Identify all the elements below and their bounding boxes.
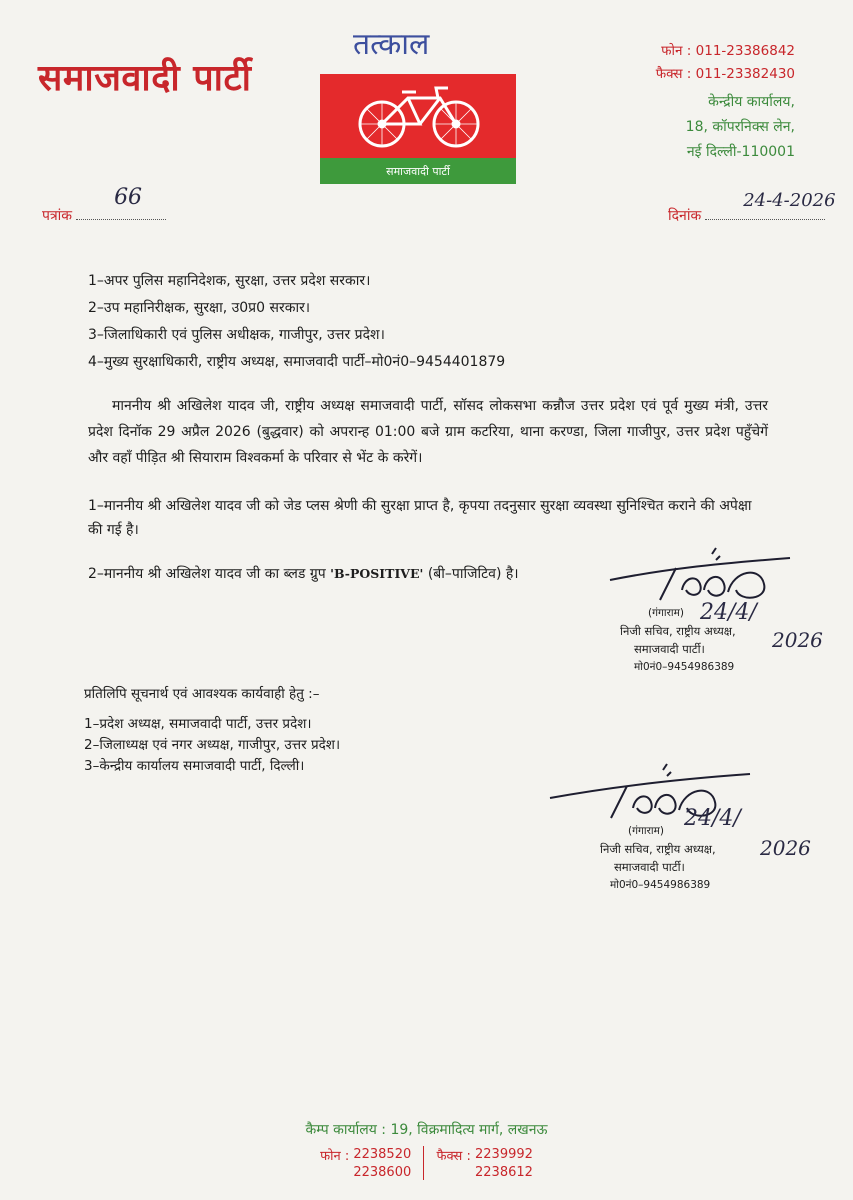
phone-value: 011-23386842	[695, 43, 795, 59]
footer-phone-2: 2238600	[353, 1165, 412, 1180]
blood-group-value: 'B-POSITIVE'	[330, 566, 424, 581]
office-line-1: केन्द्रीय कार्यालय,	[708, 94, 795, 110]
letter-date	[668, 190, 836, 225]
signature-block-2	[600, 822, 716, 894]
recipient-item: 4–मुख्य सुरक्षाधिकारी, राष्ट्रीय अध्यक्ष, समाजवादी पार्टी–मो0नं0–9454401879	[88, 354, 506, 370]
signature-2-date-day: 24/4/	[684, 806, 741, 831]
footer-fax-2: 2238612	[475, 1165, 533, 1180]
signatory-mobile: मो0नं0–9454986389	[610, 879, 711, 891]
blood-group-note	[88, 564, 519, 583]
party-flag-logo	[320, 74, 516, 184]
logo-caption: समाजवादी पार्टी	[386, 165, 450, 178]
recipient-item: 2–उप महानिरीक्षक, सुरक्षा, उ0प्र0 सरकार।	[88, 300, 311, 316]
signature-block-1	[620, 604, 736, 676]
patrank-label: पत्रांक	[42, 208, 73, 224]
signatory-mobile: मो0नं0–9454986389	[634, 661, 735, 673]
footer-phone-label: फोन :	[320, 1149, 350, 1164]
signature-2-date-year: 2026	[760, 836, 811, 860]
footer-divider	[423, 1146, 424, 1180]
copy-item: 1–प्रदेश अध्यक्ष, समाजवादी पार्टी, उत्तर प्रदेश।	[84, 716, 312, 732]
security-note: 1–माननीय श्री अखिलेश यादव जी को जेड प्लस श्रेणी की सुरक्षा प्राप्त है, कृपया तदनुसार सुरक्षा व्यवस्था सुनिश्चित कराने की अपेक्षा की गई है।	[88, 498, 752, 538]
phone-label: फोन :	[661, 43, 692, 59]
urgent-stamp: तत्काल	[353, 27, 430, 62]
copy-list	[84, 714, 340, 777]
fax-label: फैक्स :	[655, 66, 692, 82]
main-paragraph: माननीय श्री अखिलेश यादव जी, राष्ट्रीय अध्यक्ष समाजवादी पार्टी, सॉसद लोकसभा कन्नौज उत्तर प्रदेश एवं पूर्व मुख्य मंत्री, उत्तर प्रदेश दिनॉक 29 अप्रैल 2026 (बुद्धवार) को अपरान्ह 01:00 बजे ग्राम कटरिया, थाना करण्डा, जिला गाजीपुर, उत्तर प्रदेश पहुँचेगें और वहाँ पीड़ित श्री सियाराम विश्वकर्मा के परिवार से भेंट के करेगें।	[88, 398, 768, 466]
contact-block	[656, 40, 795, 86]
signatory-name: (गंगाराम)	[648, 607, 685, 619]
patrank-value: 66	[114, 185, 143, 210]
dinank-label: दिनांक	[668, 208, 702, 224]
dinank-value: 24-4-2026	[743, 190, 836, 211]
signatory-title: निजी सचिव, राष्ट्रीय अध्यक्ष,	[600, 842, 716, 856]
copy-item: 3–केन्द्रीय कार्यालय समाजवादी पार्टी, दिल्ली।	[84, 758, 305, 774]
footer-fax-1: 2239992	[475, 1147, 533, 1162]
signatory-title: निजी सचिव, राष्ट्रीय अध्यक्ष,	[620, 624, 736, 638]
signatory-party: समाजवादी पार्टी।	[614, 860, 685, 874]
footer-phone-1: 2238520	[353, 1147, 412, 1162]
central-office-address	[686, 90, 795, 165]
signatory-name: (गंगाराम)	[628, 825, 665, 837]
recipient-item: 3–जिलाधिकारी एवं पुलिस अधीक्षक, गाजीपुर, उत्तर प्रदेश।	[88, 327, 385, 343]
signatory-party: समाजवादी पार्टी।	[634, 642, 705, 656]
footer-fax-label: फैक्स :	[436, 1149, 471, 1164]
footer-contact	[0, 1146, 853, 1182]
camp-office-address: कैम्प कार्यालय : 19, विक्रमादित्य मार्ग, लखनऊ	[305, 1122, 548, 1138]
recipient-list	[88, 268, 505, 376]
fax-value: 011-23382430	[695, 66, 795, 82]
office-line-2: 18, कॉपरनिक्स लेन,	[685, 119, 795, 135]
note2-suffix: (बी–पाजिटिव) है।	[427, 566, 519, 582]
copy-heading: प्रतिलिपि सूचनार्थ एवं आवश्यक कार्यवाही हेतु :–	[84, 686, 320, 702]
copy-item: 2–जिलाध्यक्ष एवं नगर अध्यक्ष, गाजीपुर, उत्तर प्रदेश।	[84, 737, 341, 753]
note2-prefix: 2–माननीय श्री अखिलेश यादव जी का ब्लड ग्रुप	[88, 566, 326, 582]
office-line-3: नई दिल्ली-110001	[686, 144, 795, 160]
letter-number	[42, 185, 166, 225]
party-name-heading: समाजवादी पार्टी	[38, 58, 252, 99]
signature-1-date-year: 2026	[772, 628, 823, 652]
recipient-item: 1–अपर पुलिस महानिदेशक, सुरक्षा, उत्तर प्रदेश सरकार।	[88, 273, 371, 289]
signature-1-date-day: 24/4/	[700, 600, 757, 625]
